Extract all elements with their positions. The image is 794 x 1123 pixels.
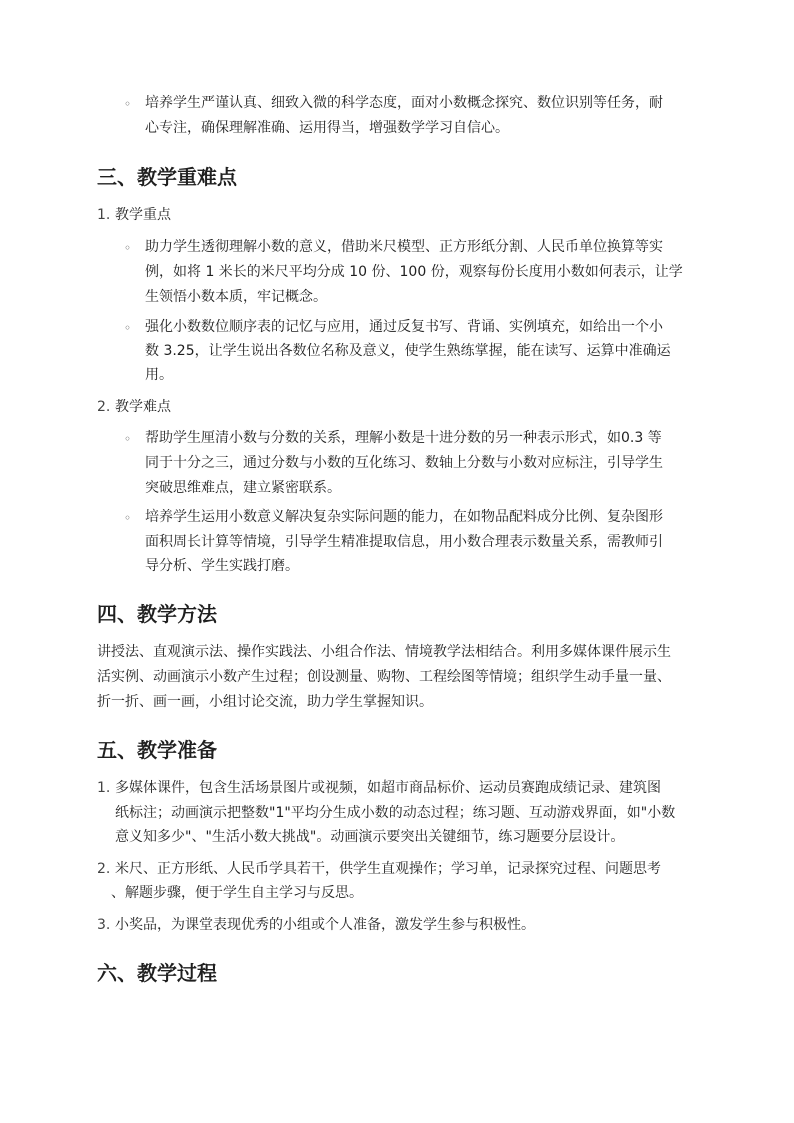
bullet-icon: ◦ (124, 97, 132, 111)
text-line: 同于十分之三，通过分数与小数的互化练习、数轴上分数与小数对应标注，引导学生 (145, 455, 663, 471)
section-heading: 五、教学准备 (97, 738, 217, 762)
text-line: 培养学生运用小数意义解决复杂实际问题的能力，在如物品配料成分比例、复杂图形 (145, 509, 663, 525)
text-line: 纸标注；动画演示把整数"1"平均分生成小数的动态过程；练习题、互动游戏界面，如"小数 (115, 805, 676, 821)
text-line: 强化小数数位顺序表的记忆与应用，通过反复书写、背诵、实例填充，如给出一个小 (145, 319, 663, 335)
text-line: 面积周长计算等情境，引导学生精准提取信息，用小数合理表示数量关系，需教师引 (145, 534, 663, 550)
subheading: 教学重点 (115, 207, 171, 223)
section-heading: 四、教学方法 (97, 602, 217, 626)
text-line: 助力学生透彻理解小数的意义，借助米尺模型、正方形纸分割、人民币单位换算等实 (145, 239, 663, 255)
bullet-icon: ◦ (124, 241, 132, 255)
bullet-icon: ◦ (124, 511, 132, 525)
list-number: 3. (97, 917, 111, 933)
text-line: 帮助学生厘清小数与分数的关系，理解小数是十进分数的另一种表示形式，如0.3 等 (145, 430, 662, 446)
section-heading: 三、教学重难点 (97, 165, 237, 189)
text-line: 心专注，确保理解准确、运用得当，增强数学学习自信心。 (145, 120, 509, 136)
text-line: 突破思维难点，建立紧密联系。 (145, 480, 341, 496)
text-line: 小奖品，为课堂表现优秀的小组或个人准备，激发学生参与积极性。 (115, 917, 535, 933)
list-number: 2. (97, 861, 111, 877)
text-line: 培养学生严谨认真、细致入微的科学态度，面对小数概念探究、数位识别等任务，耐 (145, 95, 663, 111)
section-heading: 六、教学过程 (97, 961, 217, 985)
text-line: 米尺、正方形纸、人民币学具若干，供学生直观操作；学习单，记录探究过程、问题思考 (115, 861, 661, 877)
text-line: 例，如将 1 米长的米尺平均分成 10 份、100 份，观察每份长度用小数如何表示，让学 (145, 264, 683, 280)
text-line: 生领悟小数本质，牢记概念。 (145, 289, 327, 305)
list-number: 1. (97, 207, 111, 223)
subheading: 教学难点 (115, 399, 171, 415)
text-line: 导分析、学生实践打磨。 (145, 558, 299, 574)
bullet-icon: ◦ (124, 432, 132, 446)
text-line: 、解题步骤，便于学生自主学习与反思。 (111, 885, 363, 901)
list-number: 1. (97, 780, 111, 796)
text-line: 讲授法、直观演示法、操作实践法、小组合作法、情境教学法相结合。利用多媒体课件展示生 (97, 644, 671, 660)
text-line: 折一折、画一画，小组讨论交流，助力学生掌握知识。 (97, 694, 433, 710)
list-number: 2. (97, 399, 111, 415)
text-line: 用。 (145, 367, 173, 383)
text-line: 多媒体课件，包含生活场景图片或视频，如超市商品标价、运动员赛跑成绩记录、建筑图 (115, 780, 661, 796)
text-line: 意义知多少"、"生活小数大挑战"。动画演示要突出关键细节，练习题要分层设计。 (115, 829, 625, 845)
text-line: 活实例、动画演示小数产生过程；创设测量、购物、工程绘图等情境；组织学生动手量一量、 (97, 669, 671, 685)
text-line: 数 3.25，让学生说出各数位名称及意义，使学生熟练掌握，能在读写、运算中准确运 (145, 343, 671, 359)
bullet-icon: ◦ (124, 321, 132, 335)
